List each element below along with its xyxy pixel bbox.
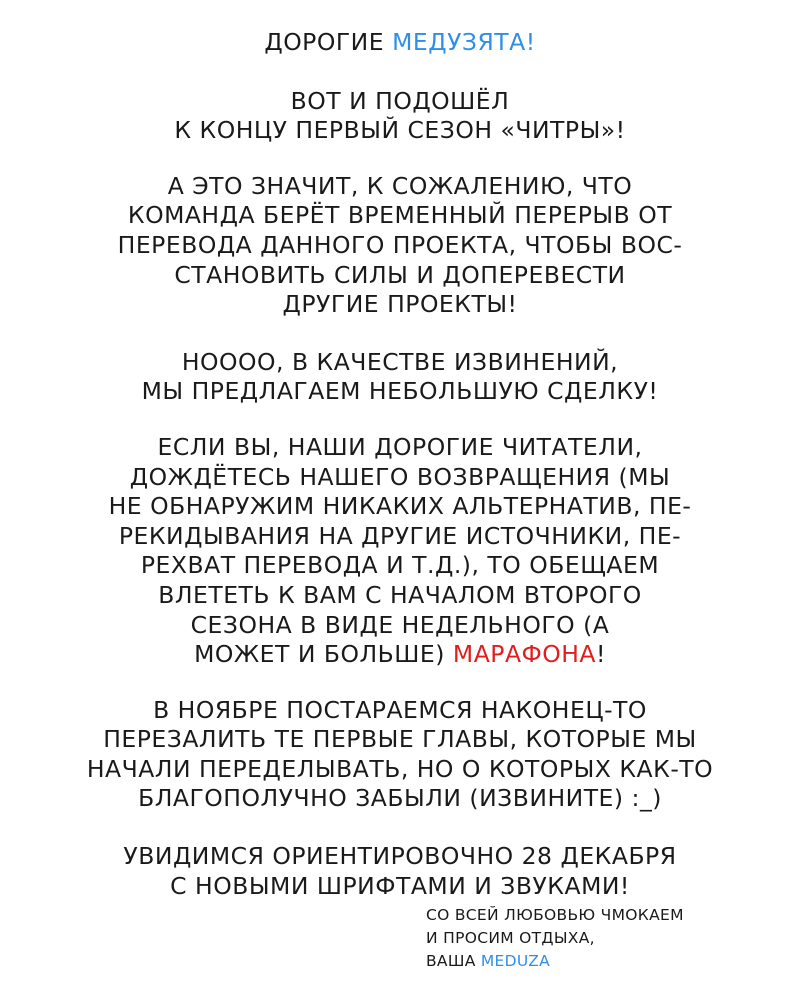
text-line: ПЕРЕВОДА ДАННОГО ПРОЕКТА, ЧТОБЫ ВОС-: [117, 230, 683, 259]
text-line: ВОТ И ПОДОШЁЛ: [290, 86, 510, 115]
greeting-prefix: ДОРОГИЕ: [264, 28, 393, 56]
text-line: ЕСЛИ ВЫ, НАШИ ДОРОГИЕ ЧИТАТЕЛИ,: [157, 432, 643, 461]
text-line: НАЧАЛИ ПЕРЕДЕЛЫВАТЬ, НО О КОТОРЫХ КАК-ТО: [86, 754, 714, 783]
text-line: УВИДИМСЯ ОРИЕНТИРОВОЧНО 28 ДЕКАБРЯ: [123, 842, 677, 871]
paragraph-deal: [0, 433, 800, 670]
paragraph-season-end: [0, 87, 800, 146]
marathon-highlight: МАРАФОНА: [452, 640, 596, 669]
signature-line: СО ВСЕЙ ЛЮБОВЬЮ ЧМОКАЕМ: [426, 906, 684, 924]
text-line: А ЭТО ЗНАЧИТ, К СОЖАЛЕНИЮ, ЧТО: [167, 171, 633, 200]
paragraph-apology: [0, 348, 800, 407]
marathon-prefix: МОЖЕТ И БОЛЬШЕ): [194, 640, 453, 669]
text-line: РЕХВАТ ПЕРЕВОДА И Т.Д.), ТО ОБЕЩАЕМ: [140, 551, 660, 580]
signature-line: [426, 950, 684, 973]
paragraph-return-date: [0, 842, 800, 901]
text-line: БЛАГОПОЛУЧНО ЗАБЫЛИ (ИЗВИНИТЕ) :_): [138, 784, 662, 813]
text-line: ПЕРЕЗАЛИТЬ ТЕ ПЕРВЫЕ ГЛАВЫ, КОТОРЫЕ МЫ: [103, 725, 697, 754]
text-line: ВЛЕТЕТЬ К ВАМ С НАЧАЛОМ ВТОРОГО: [158, 580, 642, 609]
text-line-marathon: [0, 640, 800, 670]
text-line: С НОВЫМИ ШРИФТАМИ И ЗВУКАМИ!: [170, 871, 630, 900]
signature-prefix: ВАША: [426, 952, 481, 970]
text-line: ДОЖДЁТЕСЬ НАШЕГО ВОЗВРАЩЕНИЯ (МЫ: [129, 462, 671, 491]
signature: [426, 904, 684, 973]
greeting-highlight: МЕДУЗЯТА!: [392, 28, 536, 56]
text-line: МЫ ПРЕДЛАГАЕМ НЕБОЛЬШУЮ СДЕЛКУ!: [141, 377, 659, 406]
team-name: MEDUZA: [480, 952, 551, 970]
text-line: СТАНОВИТЬ СИЛЫ И ДОПЕРЕВЕСТИ: [174, 260, 626, 289]
text-line: РЕКИДЫВАНИЯ НА ДРУГИЕ ИСТОЧНИКИ, ПЕ-: [118, 521, 682, 550]
text-line: СЕЗОНА В ВИДЕ НЕДЕЛЬНОГО (А: [190, 610, 610, 639]
paragraph-reupload: [0, 696, 800, 814]
greeting: [0, 28, 800, 58]
text-line: К КОНЦУ ПЕРВЫЙ СЕЗОН «ЧИТРЫ»!: [174, 116, 626, 145]
text-line: В НОЯБРЕ ПОСТАРАЕМСЯ НАКОНЕЦ-ТО: [153, 695, 647, 724]
announcement-body: [0, 28, 800, 901]
signature-line: И ПРОСИМ ОТДЫХА,: [426, 929, 595, 947]
paragraph-break-notice: [0, 172, 800, 320]
text-line: НОООО, В КАЧЕСТВЕ ИЗВИНЕНИЙ,: [181, 347, 619, 376]
marathon-suffix: !: [596, 640, 606, 669]
text-line: ДРУГИЕ ПРОЕКТЫ!: [282, 290, 518, 319]
text-line: КОМАНДА БЕРЁТ ВРЕМЕННЫЙ ПЕРЕРЫВ ОТ: [127, 201, 673, 230]
text-line: НЕ ОБНАРУЖИМ НИКАКИХ АЛЬТЕРНАТИВ, ПЕ-: [108, 492, 692, 521]
